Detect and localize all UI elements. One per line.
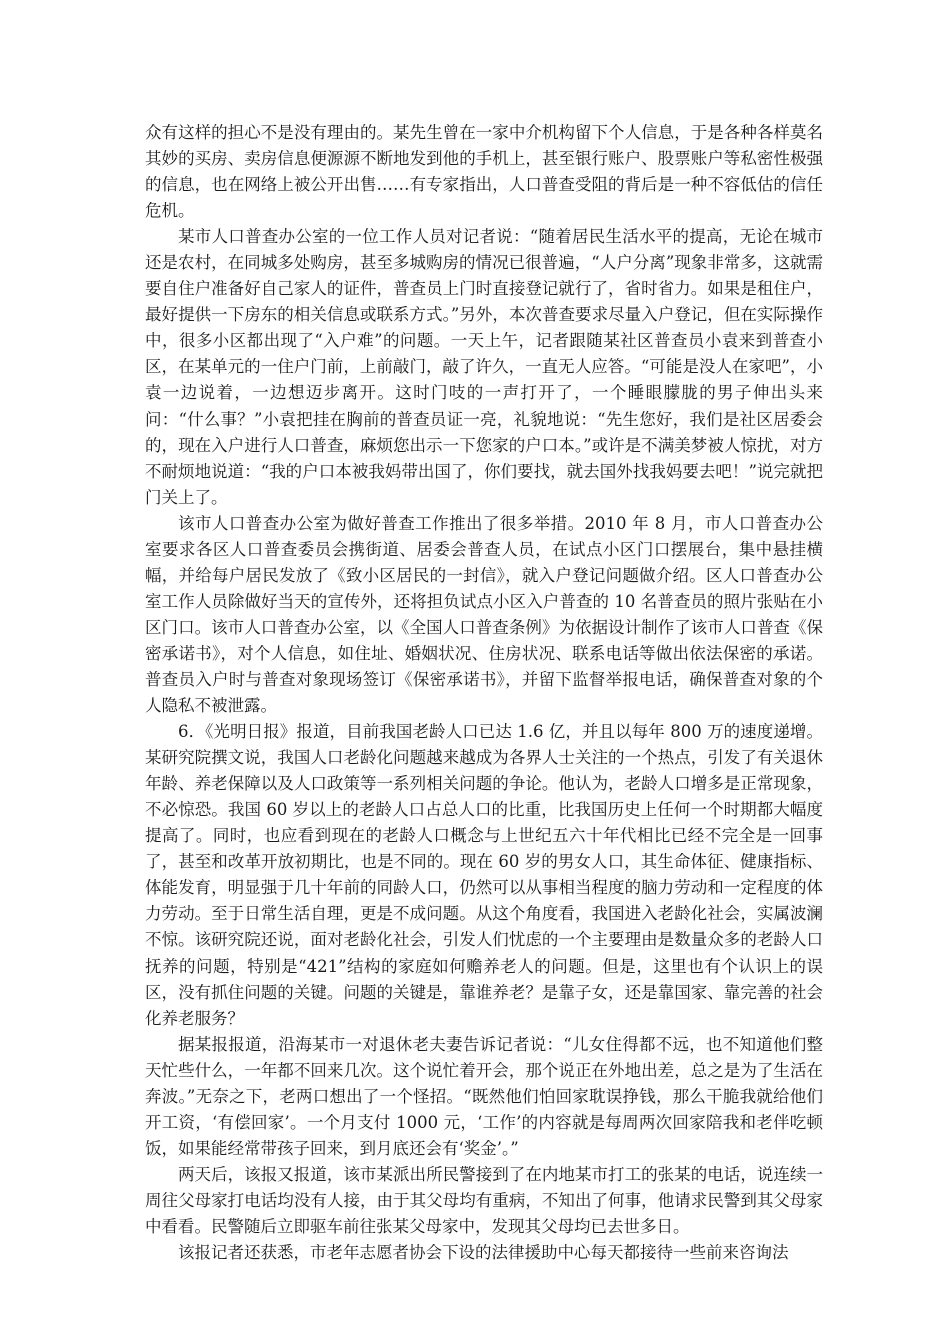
document-body [145, 120, 823, 1266]
paragraph-census-office-interview: 某市人口普查办公室的一位工作人员对记者说：“随着居民生活水平的提高，无论在城市还是农村，在同城多处购房，甚至多城购房的情况已很普遍，“人户分离”现象非常多，这就需要自住户准备好自己家人的证件，普查员上门时直接登记就行了，省时省力。如果是租住户，最好提供一下房东的相关信息或联系方式。”另外，本次普查要求尽量入户登记，但在实际操作中，很多小区都出现了“入户难”的问题。一天上午，记者跟随某社区普查员小袁来到普查小区，在某单元的一住户门前，上前敲门，敲了许久，一直无人应答。“可能是没人在家吧”，小袁一边说着，一边想迈步离开。这时门吱的一声打开了，一个睡眼朦胧的男子伸出头来问：“什么事？”小袁把挂在胸前的普查员证一亮，礼貌地说：“先生您好，我们是社区居委会的，现在入户进行人口普查，麻烦您出示一下您家的户口本。”或许是不满美梦被人惊扰，对方不耐烦地说道：“我的户口本被我妈带出国了，你们要找，就去国外找我妈要去吧！”说完就把门关上了。 [145, 227, 823, 507]
paragraph-trust-crisis: 众有这样的担心不是没有理由的。某先生曾在一家中介机构留下个人信息，于是各种各样莫名其妙的买房、卖房信息便源源不断地发到他的手机上，甚至银行账户、股票账户等私密性极强的信息，也在网络上被公开出售……有专家指出，人口普查受阻的背后是一种不容低估的信任危机。 [145, 123, 823, 221]
paragraph-police-report: 两天后，该报又报道，该市某派出所民警接到了在内地某市打工的张某的电话，说连续一周往父母家打电话均没有人接，由于其父母均有重病，不知出了何事，他请求民警到其父母家中看看。民警随后立即驱车前往张某父母家中，发现其父母均已去世多日。 [145, 1164, 823, 1236]
paragraph-item-6-aging-population: 6．《光明日报》报道，目前我国老龄人口已达 1.6 亿，并且以每年 800 万的速度递增。某研究院撰文说，我国人口老龄化问题越来越成为各界人士关注的一个热点，引发了有关退休年龄、养老保障以及人口政策等一系列相关问题的争论。他认为，老龄人口增多是正常现象，不必惊恐。我国 60 岁以上的老龄人口占总人口的比重，比我国历史上任何一个时期都大幅度提高了。同时，也应看到现在的老龄人口概念与上世纪五六十年代相比已经不完全是一回事了，甚至和改革开放初期比，也是不同的。现在 60 岁的男女人口，其生命体征、健康指标、体能发育，明显强于几十年前的同龄人口，仍然可以从事相当程度的脑力劳动和一定程度的体力劳动。至于日常生活自理，更是不成问题。从这个角度看，我国进入老龄化社会，实属波澜不惊。该研究院还说，面对老龄化社会，引发人们忧虑的一个主要理由是数量众多的老龄人口抚养的问题，特别是“421”结构的家庭如何赡养老人的问题。但是，这里也有个认识上的误区，没有抓住问题的关键。问题的关键是，靠谁养老？是靠子女，还是靠国家、靠完善的社会化养老服务？ [145, 722, 823, 1028]
paragraph-legal-aid-center: 该报记者还获悉，市老年志愿者协会下设的法律援助中心每天都接待一些前来咨询法 [178, 1243, 789, 1263]
paragraph-census-measures: 该市人口普查办公室为做好普查工作推出了很多举措。2010 年 8 月，市人口普查办公室要求各区人口普查委员会携街道、居委会普查人员，在试点小区门口摆展台，集中悬挂横幅，并给每户居民发放了《致小区居民的一封信》，就入户登记问题做介绍。区人口普查办公室工作人员除做好当天的宣传外，还将担负试点小区入户普查的 10 名普查员的照片张贴在小区门口。该市人口普查办公室，以《全国人口普查条例》为依据设计制作了该市人口普查《保密承诺书》，对个人信息，如住址、婚姻状况、住房状况、联系电话等做出依法保密的承诺。普查员入户时与普查对象现场签订《保密承诺书》，并留下监督举报电话，确保普查对象的个人隐私不被泄露。 [145, 513, 823, 716]
paragraph-paid-visits: 据某报报道，沿海某市一对退休老夫妻告诉记者说：“儿女住得都不远，也不知道他们整天忙些什么，一年都不回来几次。这个说忙着开会，那个说正在外地出差，总之是为了生活在奔波。”无奈之下，老两口想出了一个怪招。“既然他们怕回家耽误挣钱，那么干脆我就给他们开工资，‘有偿回家’。一个月支付 1000 元，‘工作’的内容就是每周两次回家陪我和老伴吃顿饭，如果能经常带孩子回来，到月底还会有‘奖金’。” [145, 1034, 823, 1158]
